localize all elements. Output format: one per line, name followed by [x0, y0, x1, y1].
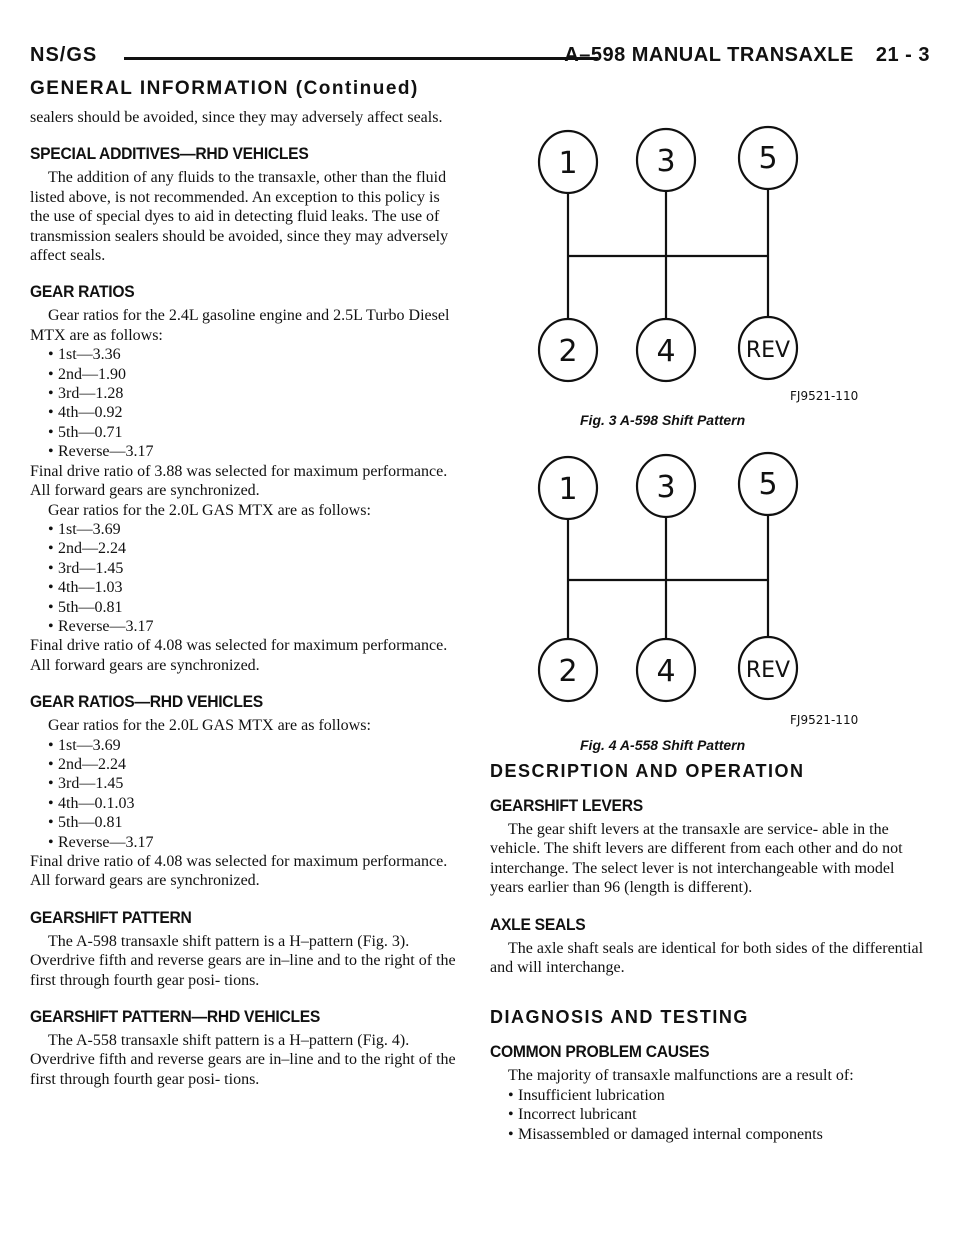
- left-column: [30, 108, 460, 1089]
- gear-label: 5: [758, 467, 778, 502]
- right-column: [490, 110, 926, 1144]
- gear-label: 2: [558, 654, 578, 689]
- list-item: • 3rd—1.45: [48, 559, 460, 578]
- page-number: 21 - 3: [875, 44, 930, 66]
- section-heading-common-problem-causes: COMMON PROBLEM CAUSES: [490, 1042, 710, 1062]
- shift-pattern-diagram-4: [490, 440, 926, 735]
- list-item: • 4th—0.1.03: [48, 794, 460, 813]
- list-item: • 5th—0.81: [48, 813, 460, 832]
- section-heading-special-additives: SPECIAL ADDITIVES—RHD VEHICLES: [30, 144, 309, 164]
- header-title: A–598 MANUAL TRANSAXLE: [564, 44, 854, 66]
- header-title-block: [564, 44, 930, 67]
- list-item: • 5th—0.71: [48, 423, 460, 442]
- figure-caption: Fig. 3 A-598 Shift Pattern: [580, 412, 746, 428]
- shift-pattern-diagram-3: [490, 110, 926, 410]
- section-heading-gear-ratios-rhd: GEAR RATIOS—RHD VEHICLES: [30, 692, 263, 712]
- figure-code: FJ9521-110: [790, 713, 859, 727]
- list-item: • 2nd—2.24: [48, 755, 460, 774]
- intro-paragraph: sealers should be avoided, since they may adversely affect seals.: [30, 109, 443, 126]
- continued-heading: GENERAL INFORMATION (Continued): [30, 78, 419, 99]
- gear-ratios-rhd-intro: Gear ratios for the 2.0L GAS MTX are as follows:: [48, 717, 371, 735]
- section-heading-gearshift-pattern-rhd: GEARSHIFT PATTERN—RHD VEHICLES: [30, 1007, 321, 1027]
- header-rule: [124, 57, 598, 60]
- list-item: • 3rd—1.45: [48, 774, 460, 793]
- gearshift-pattern-text: The A-598 transaxle shift pattern is a H–pattern (Fig. 3). Overdrive fifth and reverse gears are in–line and to the right of the first through fourth gear posi- tions.: [30, 932, 456, 989]
- list-item: • 2nd—2.24: [48, 539, 460, 558]
- gear-label: 5: [758, 141, 778, 176]
- gear-label: 4: [656, 654, 676, 689]
- section-heading-diagnosis-testing: DIAGNOSIS AND TESTING: [490, 1007, 749, 1028]
- gear-label: 2: [558, 334, 578, 369]
- page-header: [30, 44, 930, 76]
- final-drive-text-2: Final drive ratio of 4.08 was selected for maximum performance. All forward gears are synchronized.: [30, 637, 448, 674]
- gear-label: REV: [745, 658, 791, 683]
- list-item: • 5th—0.81: [48, 598, 460, 617]
- gear-ratios-intro: Gear ratios for the 2.4L gasoline engine and 2.5L Turbo Diesel MTX are as follows:: [30, 307, 450, 344]
- section-heading-description-operation: DESCRIPTION AND OPERATION: [490, 761, 805, 781]
- gear-label: 4: [656, 334, 676, 369]
- section-heading-gearshift-levers: GEARSHIFT LEVERS: [490, 796, 643, 815]
- list-item: • Misassembled or damaged internal components: [508, 1125, 926, 1144]
- final-drive-text-rhd: Final drive ratio of 4.08 was selected for maximum performance. All forward gears are synchronized.: [30, 853, 448, 890]
- list-item: • Incorrect lubricant: [508, 1105, 926, 1124]
- list-item: • Insufficient lubrication: [508, 1086, 926, 1105]
- gearshift-pattern-rhd-text: The A-558 transaxle shift pattern is a H–pattern (Fig. 4). Overdrive fifth and reverse gears are in–line and to the right of the first through fourth gear posi- tions.: [30, 1032, 456, 1088]
- section-heading-gearshift-pattern: GEARSHIFT PATTERN: [30, 907, 192, 927]
- gear-label: 3: [656, 144, 676, 179]
- list-item: • 1st—3.36: [48, 345, 460, 364]
- gear-label: 1: [558, 472, 578, 507]
- section-heading-gear-ratios: GEAR RATIOS: [30, 282, 135, 302]
- gear-ratio-list-2: [30, 520, 460, 636]
- list-item: • 2nd—1.90: [48, 365, 460, 384]
- gear-label: REV: [745, 338, 791, 363]
- gear-ratio-list-rhd: [30, 736, 460, 852]
- common-problem-text: The majority of transaxle malfunctions are a result of:: [508, 1067, 854, 1085]
- list-item: • 4th—0.92: [48, 403, 460, 422]
- problem-cause-list: [490, 1086, 926, 1144]
- figure-4: [490, 440, 926, 753]
- list-item: • 4th—1.03: [48, 578, 460, 597]
- header-model: NS/GS: [30, 44, 98, 66]
- list-item: • Reverse—3.17: [48, 833, 460, 852]
- list-item: • 1st—3.69: [48, 520, 460, 539]
- gear-ratios-intro-2: Gear ratios for the 2.0L GAS MTX are as follows:: [48, 501, 371, 519]
- gearshift-levers-text: The gear shift levers at the transaxle are service- able in the vehicle. The shift levers are different from each other and do not interchange. The select lever is not interchangeable with model years earlier than 96 (length is different).: [490, 821, 903, 897]
- list-item: • Reverse—3.17: [48, 617, 460, 636]
- special-additives-text: The addition of any fluids to the transaxle, other than the fluid listed above, is not recommended. An exception to this policy is the use of special dyes to aid in detecting fluid leaks. The use of transmission sealers should be avoided, since they may adversely affect seals.: [30, 169, 449, 265]
- figure-caption: Fig. 4 A-558 Shift Pattern: [580, 737, 746, 753]
- section-heading-axle-seals: AXLE SEALS: [490, 914, 586, 934]
- final-drive-text-1: Final drive ratio of 3.88 was selected for maximum performance. All forward gears are synchronized.: [30, 462, 448, 500]
- axle-seals-text: The axle shaft seals are identical for both sides of the differential and will interchange.: [490, 939, 924, 977]
- gear-label: 3: [656, 470, 676, 505]
- figure-3: [490, 110, 926, 428]
- list-item: • 1st—3.69: [48, 736, 460, 755]
- gear-label: 1: [558, 146, 578, 181]
- gear-ratio-list-1: [30, 345, 460, 461]
- list-item: • 3rd—1.28: [48, 384, 460, 403]
- list-item: • Reverse—3.17: [48, 442, 460, 461]
- figure-code: FJ9521-110: [790, 389, 859, 403]
